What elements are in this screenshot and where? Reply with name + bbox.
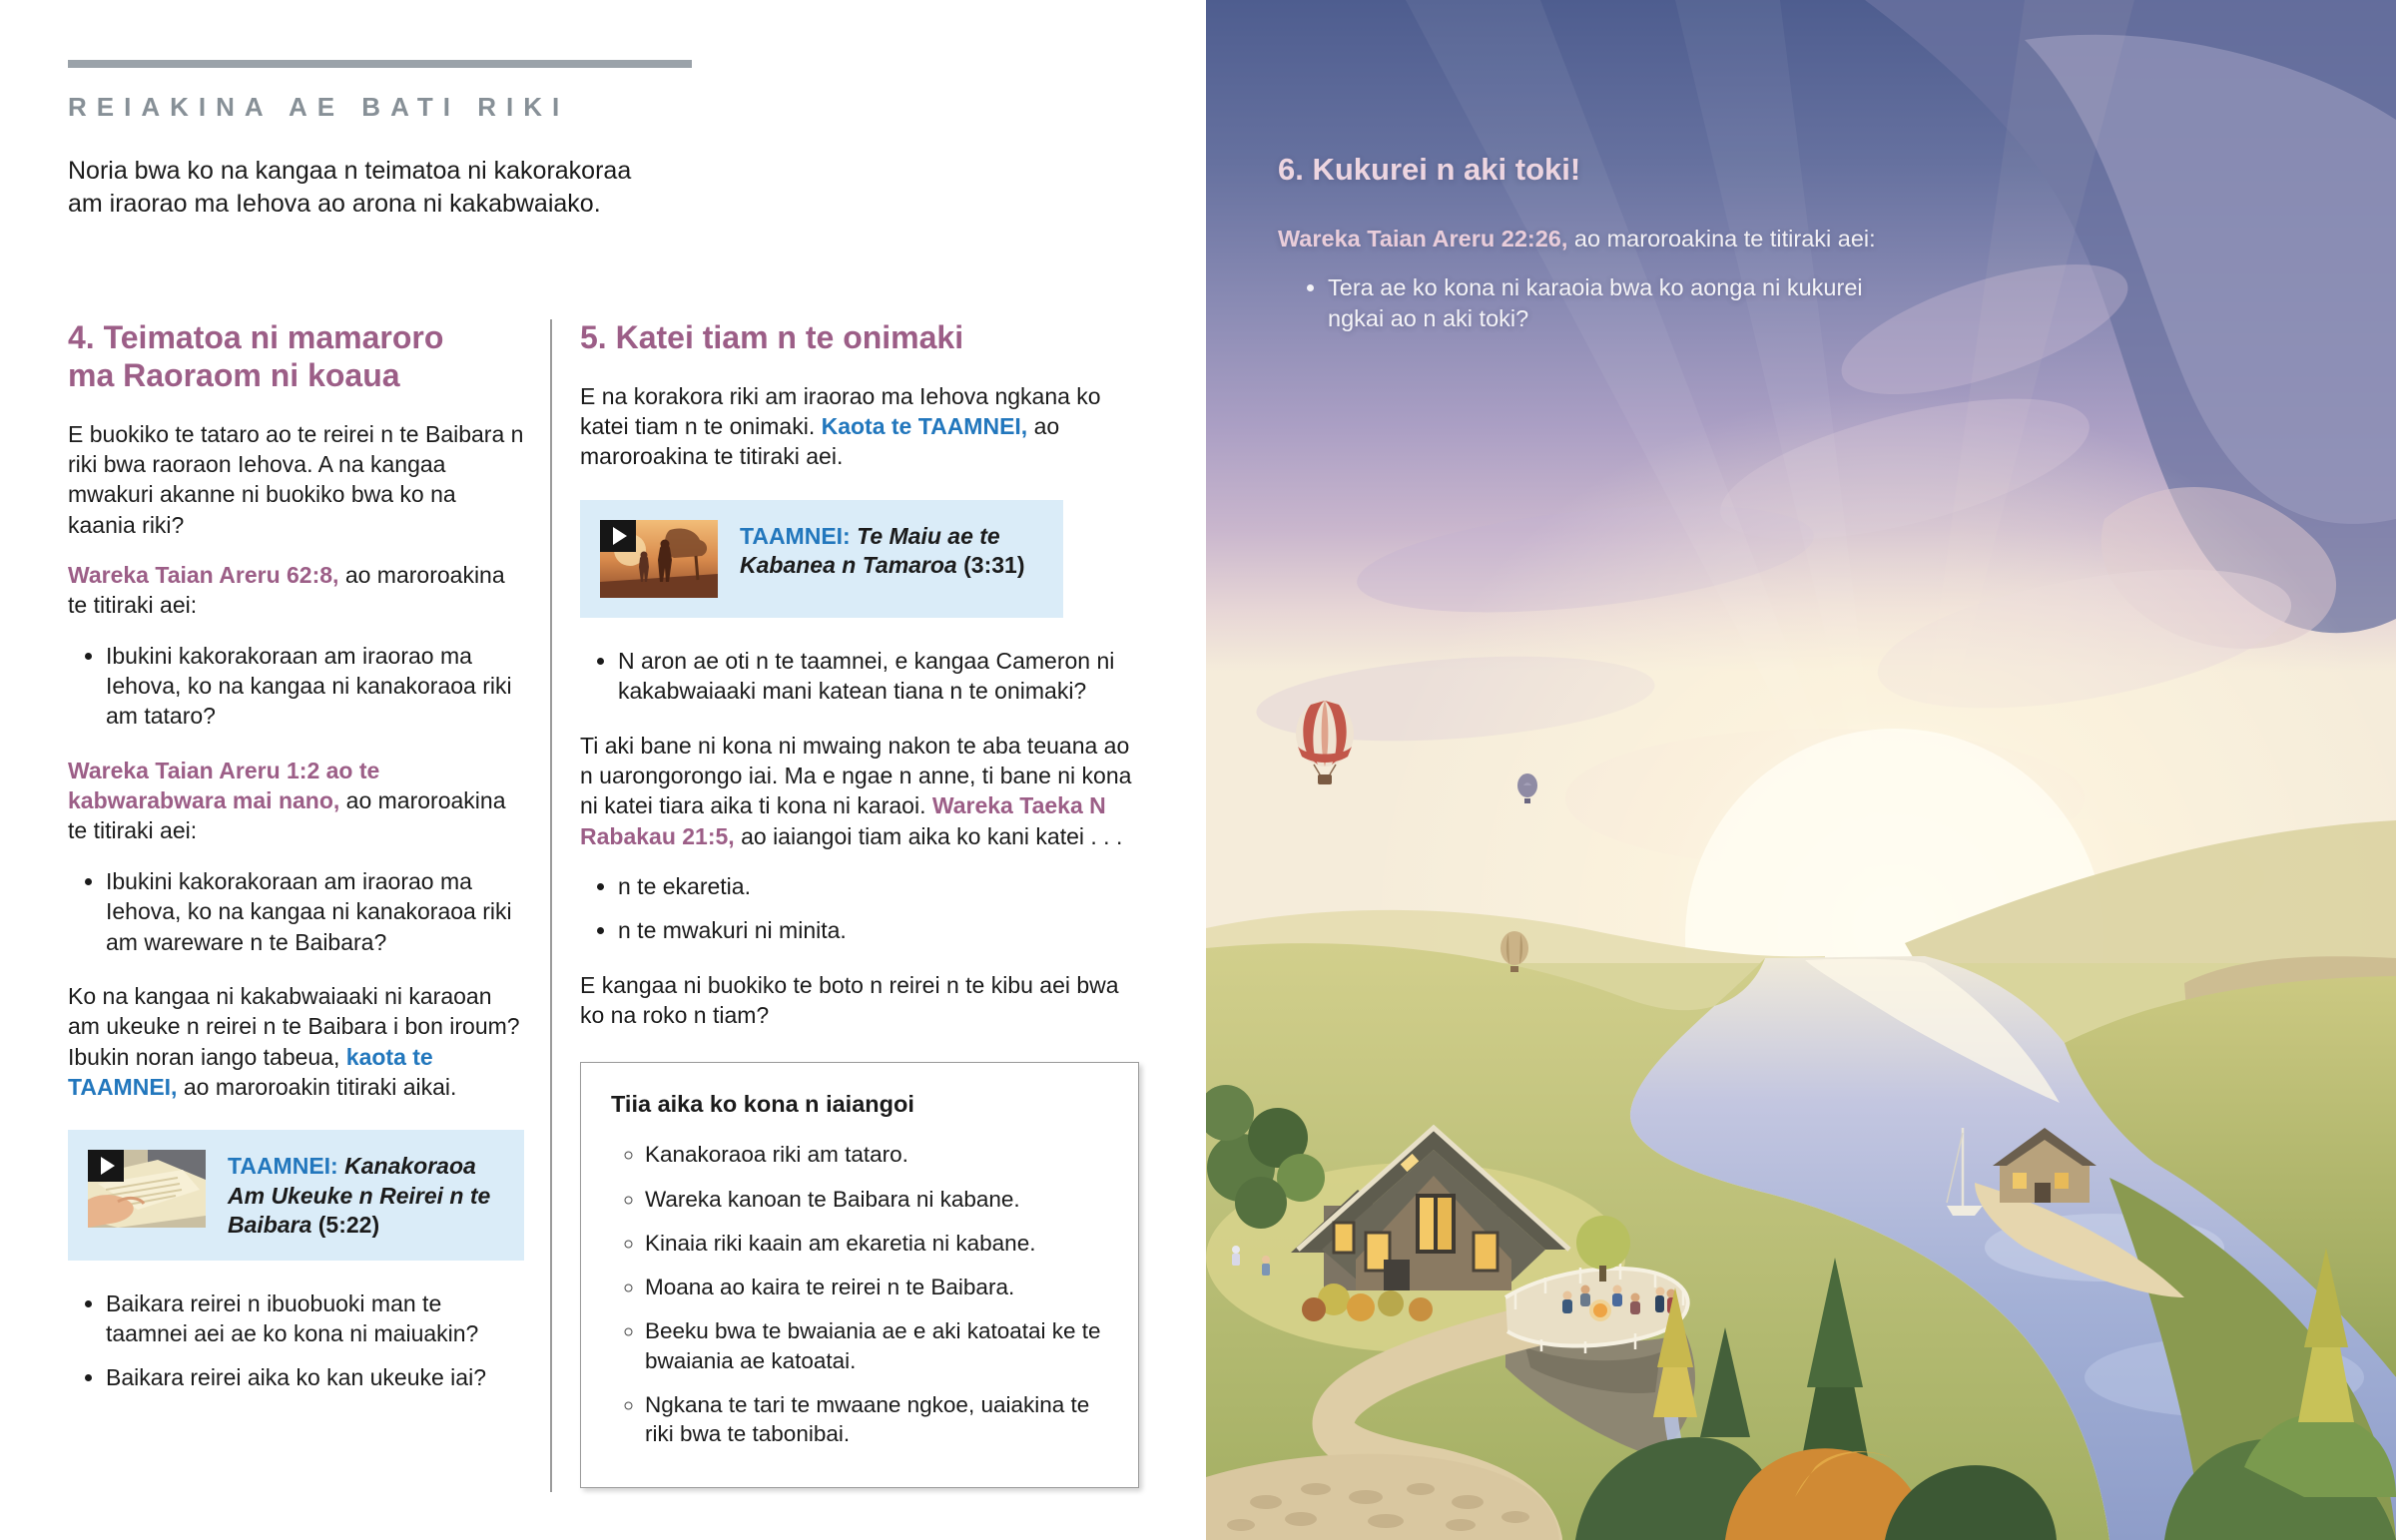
goal-item: • n te ekaretia.	[618, 871, 1139, 901]
section-4-scripture-line-2	[68, 756, 524, 846]
video-link[interactable]: kaota te TAAMNEI,	[68, 1043, 433, 1100]
video-card-best-life[interactable]	[580, 500, 1063, 618]
intro-text: Noria bwa ko na kangaa n teimatoa ni kakorakoraa am iraorao ma Iehova ao arona ni kakabwaiako.	[68, 157, 632, 218]
question-item: • Ibukini kakorakoraan am iraorao ma Iehova, ko na kangaa ni kanakoraoa riki am wareware n te Baibara?	[106, 866, 524, 957]
paragraph-text: Ko na kangaa ni kakabwaiaaki ni karaoan am ukeuke n reirei n te Baibara i bon iroum? Ibukin noran iango tabeua,	[68, 982, 520, 1070]
video-thumbnail[interactable]	[600, 520, 718, 598]
paragraph-text: E na korakora riki am iraorao ma Iehova ngkana ko katei tiam n te onimaki.	[580, 382, 1101, 440]
paragraph-text: ao iaiangoi tiam aika ko kani katei . . .	[734, 822, 1123, 849]
video-card-bible-study[interactable]	[68, 1130, 524, 1260]
play-icon	[88, 1150, 124, 1182]
scripture-link[interactable]: Wareka Taian Areru 22:26,	[1278, 226, 1568, 252]
goal-suggestion: ◦ Kanakoraoa riki am tataro.	[645, 1140, 1108, 1169]
section-4	[68, 319, 524, 1492]
goal-suggestion: ◦ Wareka kanoan te Baibara ni kabane.	[645, 1185, 1108, 1214]
section-5-heading: 5. Katei tiam n te onimaki	[580, 319, 964, 355]
section-5	[580, 319, 1139, 1492]
scripture-link[interactable]: Wareka Taian Areru 1:2 ao te kabwarabwara mai nano,	[68, 757, 380, 814]
video-label: TAAMNEI:	[740, 522, 851, 549]
scripture-rest: ao maroroakina te titiraki aei:	[68, 561, 505, 619]
goals-box-list	[611, 1140, 1108, 1448]
section-4-heading: 4. Teimatoa ni mamaroro ma Raoraom ni koaua	[68, 319, 444, 393]
section-4-question-list-3	[68, 1288, 524, 1393]
section-5-paragraph-3: E kangaa ni buokiko te boto n reirei n te kibu aei bwa ko na roko n tiam?	[580, 971, 1119, 1029]
video-duration: (5:22)	[317, 1212, 380, 1239]
goal-suggestion: ◦ Moana ao kaira te reirei n te Baibara.	[645, 1273, 1108, 1301]
scripture-link[interactable]: Wareka Taian Areru 62:8,	[68, 561, 339, 588]
video-title: Kanakoraoa Am Ukeuke n Reirei n te Baibara	[228, 1153, 491, 1239]
play-icon	[600, 520, 636, 552]
video-caption	[740, 520, 1043, 581]
paragraph-text: Ti aki bane ni kona ni mwaing nakon te aba teuana ao n uarongorongo iai. Ma e ngae n anne, ti bane ni kona ni katei tiara aika ti kona ni karaoi.	[580, 732, 1132, 819]
scripture-rest: ao maroroakina te titiraki aei:	[68, 787, 506, 844]
question-item: • Ibukini kakorakoraan am iraorao ma Iehova, ko na kangaa ni kanakoraoa riki am tataro?	[106, 641, 524, 732]
section-4-paragraph-2	[68, 981, 524, 1102]
section-4-paragraph-1: E buokiko te tataro ao te reirei n te Baibara n riki bwa raoraon Iehova. A na kangaa mwakuri akanne ni buokiko bwa ko na kaania riki?	[68, 420, 524, 538]
page-kicker: REIAKINA AE BATI RIKI	[68, 92, 570, 122]
video-duration: (3:31)	[963, 552, 1025, 579]
video-link[interactable]: Kaota te TAAMNEI,	[821, 413, 1028, 440]
video-thumbnail[interactable]	[88, 1150, 206, 1228]
section-6-heading: 6. Kukurei n aki toki!	[1278, 152, 1581, 187]
question-item: • Baikara reirei n ibuobuoki man te taamnei aei ae ko kona ni maiuakin?	[106, 1288, 524, 1349]
section-5-paragraph-1	[580, 381, 1139, 472]
header-rule	[68, 60, 692, 68]
columns	[68, 319, 1138, 1492]
goal-suggestion: ◦ Kinaia riki kaain am ekaretia ni kabane.	[645, 1229, 1108, 1258]
scripture-rest: ao maroroakina te titiraki aei:	[1567, 226, 1876, 252]
video-label: TAAMNEI:	[228, 1153, 338, 1180]
scripture-link[interactable]: Wareka Taeka N Rabakau 21:5,	[580, 792, 1106, 849]
section-4-scripture-line-1	[68, 560, 524, 621]
section-4-question-list-1	[68, 641, 524, 732]
section-5-goal-list	[580, 871, 1139, 946]
question-item: • N aron ae oti n te taamnei, e kangaa Cameron ni kakabwaiaaki mani katean tiana n te onimaki?	[618, 646, 1139, 707]
section-4-question-list-2	[68, 866, 524, 957]
section-6-scripture-line	[1278, 224, 1937, 255]
question-item: • Tera ae ko kona ni karaoia bwa ko aonga ni kukurei ngkai ao n aki toki?	[1328, 272, 1887, 334]
paragraph-text: ao maroroakina te titiraki aei.	[580, 413, 1060, 470]
column-divider	[550, 319, 552, 1492]
section-6-question-list	[1278, 272, 1937, 334]
section-6	[1278, 152, 1937, 334]
section-5-paragraph-2	[580, 731, 1139, 851]
section-5-question-list-1	[580, 646, 1139, 707]
question-item: • Baikara reirei aika ko kan ukeuke iai?	[106, 1362, 524, 1392]
paragraph-text: ao maroroakin titiraki aikai.	[177, 1073, 457, 1100]
goals-box-title: Tiia aika ko kona n iaiangoi	[611, 1091, 914, 1118]
video-title: Te Maiu ae te Kabanea n Tamaroa	[740, 522, 1000, 579]
goals-suggestion-box	[580, 1062, 1139, 1488]
goal-suggestion: ◦ Ngkana te tari te mwaane ngkoe, uaiakina te riki bwa te tabonibai.	[645, 1390, 1108, 1449]
right-page	[1206, 0, 2396, 1540]
goal-item: • n te mwakuri ni minita.	[618, 915, 1139, 945]
video-caption	[228, 1150, 504, 1240]
goal-suggestion: ◦ Beeku bwa te bwaiania ae e aki katoatai ke te bwaiania ae katoatai.	[645, 1316, 1108, 1375]
